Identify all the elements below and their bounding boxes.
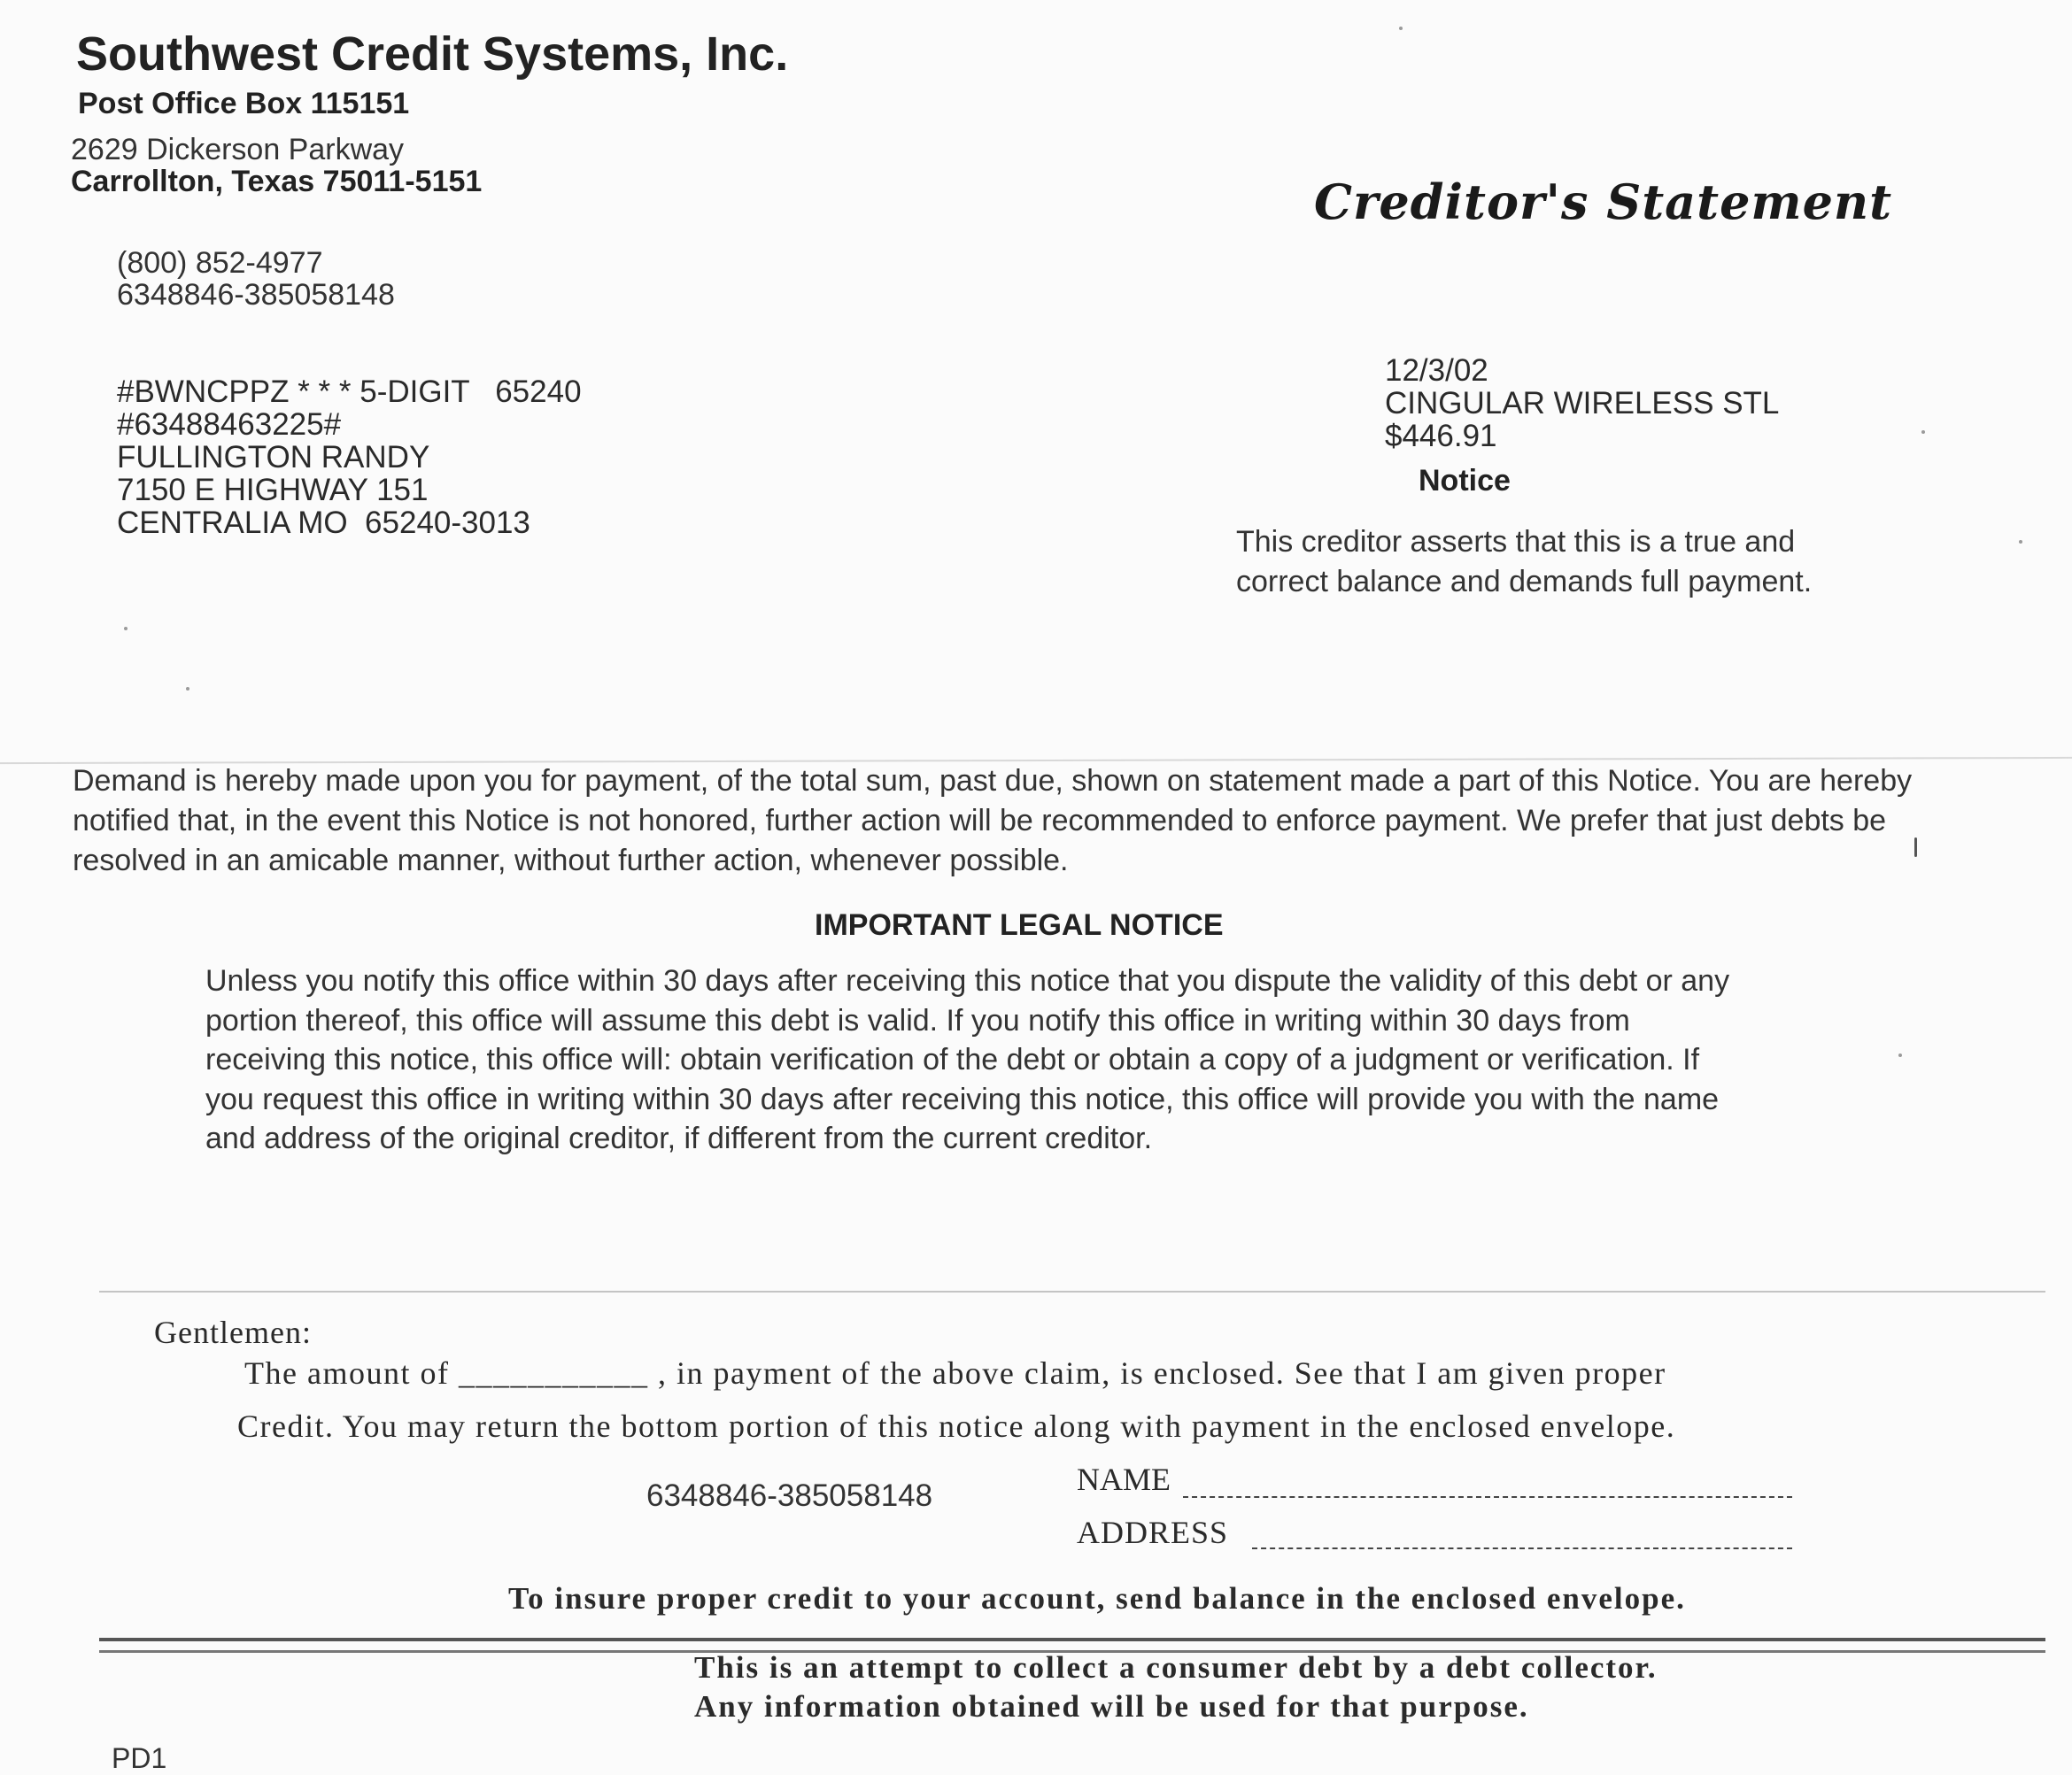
creditor-assertion: This creditor asserts that this is a true and correct balance and demands full payment. bbox=[1236, 525, 1813, 598]
scan-speck bbox=[1399, 27, 1403, 30]
legal-notice-heading: IMPORTANT LEGAL NOTICE bbox=[815, 908, 1224, 942]
disclaimer-line-1: This is an attempt to collect a consumer debt by a debt collector. bbox=[694, 1650, 1658, 1685]
scan-mark bbox=[1914, 837, 1917, 857]
mailing-barcode-line: #BWNCPPZ * * * 5-DIGIT 65240 bbox=[117, 374, 582, 409]
mailing-id-line: #63488463225# bbox=[117, 407, 342, 442]
address-field[interactable] bbox=[1252, 1547, 1792, 1549]
scan-speck bbox=[186, 687, 189, 691]
demand-paragraph: Demand is hereby made upon you for payment, of the total sum, past due, shown on statement made a part of this Notice. You are hereby notified that, in the event this Notice is not honored, further action will be recommended to enforce payment. We prefer that just debts be resolved in an amicable manner, without further action, whenever possible. bbox=[73, 764, 1913, 877]
disclaimer-line-2: Any information obtained will be used for that purpose. bbox=[694, 1689, 1529, 1724]
name-field[interactable] bbox=[1183, 1496, 1792, 1498]
company-po-box: Post Office Box 115151 bbox=[78, 87, 410, 120]
notice-heading: Notice bbox=[1419, 464, 1511, 498]
scan-speck bbox=[1921, 430, 1925, 434]
legal-notice-body: Unless you notify this office within 30 days after receiving this notice that you dispute the validity of this debt or any portion thereof, this office will assume this debt is valid. If you notify this office in writing within 30 days from receiving this notice, this office will: obtain verification of the debt or obtain a copy of a judgment or verification. If you request this office in writing within 30 days after receiving this notice, this office will provide you with the name and address of the original creditor, if different from the current creditor. bbox=[205, 964, 1730, 1155]
remittance-account-reference: 6348846-385058148 bbox=[646, 1478, 933, 1513]
payment-amount-line: The amount of ___________ , in payment of the above claim, is enclosed. See that I am given proper bbox=[244, 1355, 1666, 1391]
company-phone: (800) 852-4977 bbox=[117, 246, 323, 280]
recipient-street: 7150 E HIGHWAY 151 bbox=[117, 473, 429, 507]
recipient-name: FULLINGTON RANDY bbox=[117, 440, 430, 475]
balance-amount: $446.91 bbox=[1385, 419, 1497, 453]
salutation: Gentlemen: bbox=[154, 1315, 312, 1350]
company-name: Southwest Credit Systems, Inc. bbox=[76, 27, 789, 81]
credit-instruction-line: Credit. You may return the bottom portion of this notice along with payment in the enclosed envelope. bbox=[237, 1408, 1676, 1444]
address-label: ADDRESS bbox=[1077, 1515, 1229, 1550]
scan-speck bbox=[2019, 540, 2022, 544]
insure-credit-text: To insure proper credit to your account, send balance in the enclosed envelope. bbox=[508, 1581, 1686, 1616]
scan-speck bbox=[124, 627, 128, 630]
account-reference: 6348846-385058148 bbox=[117, 278, 395, 312]
creditor-name: CINGULAR WIRELESS STL bbox=[1385, 386, 1780, 421]
statement-date: 12/3/02 bbox=[1385, 353, 1488, 388]
company-street: 2629 Dickerson Parkway bbox=[71, 133, 405, 166]
form-code: PD1 bbox=[112, 1742, 167, 1774]
company-city: Carrollton, Texas 75011-5151 bbox=[71, 165, 483, 198]
scan-speck bbox=[1898, 1053, 1902, 1057]
statement-title: Creditor's Statement bbox=[1314, 174, 1893, 230]
mailing-address-block bbox=[117, 375, 582, 539]
tear-off-divider bbox=[99, 1291, 2045, 1293]
statement-info bbox=[1385, 354, 1779, 452]
debt-collector-disclaimer bbox=[694, 1648, 1658, 1726]
recipient-city: CENTRALIA MO 65240-3013 bbox=[117, 505, 530, 540]
name-label: NAME bbox=[1077, 1462, 1171, 1497]
